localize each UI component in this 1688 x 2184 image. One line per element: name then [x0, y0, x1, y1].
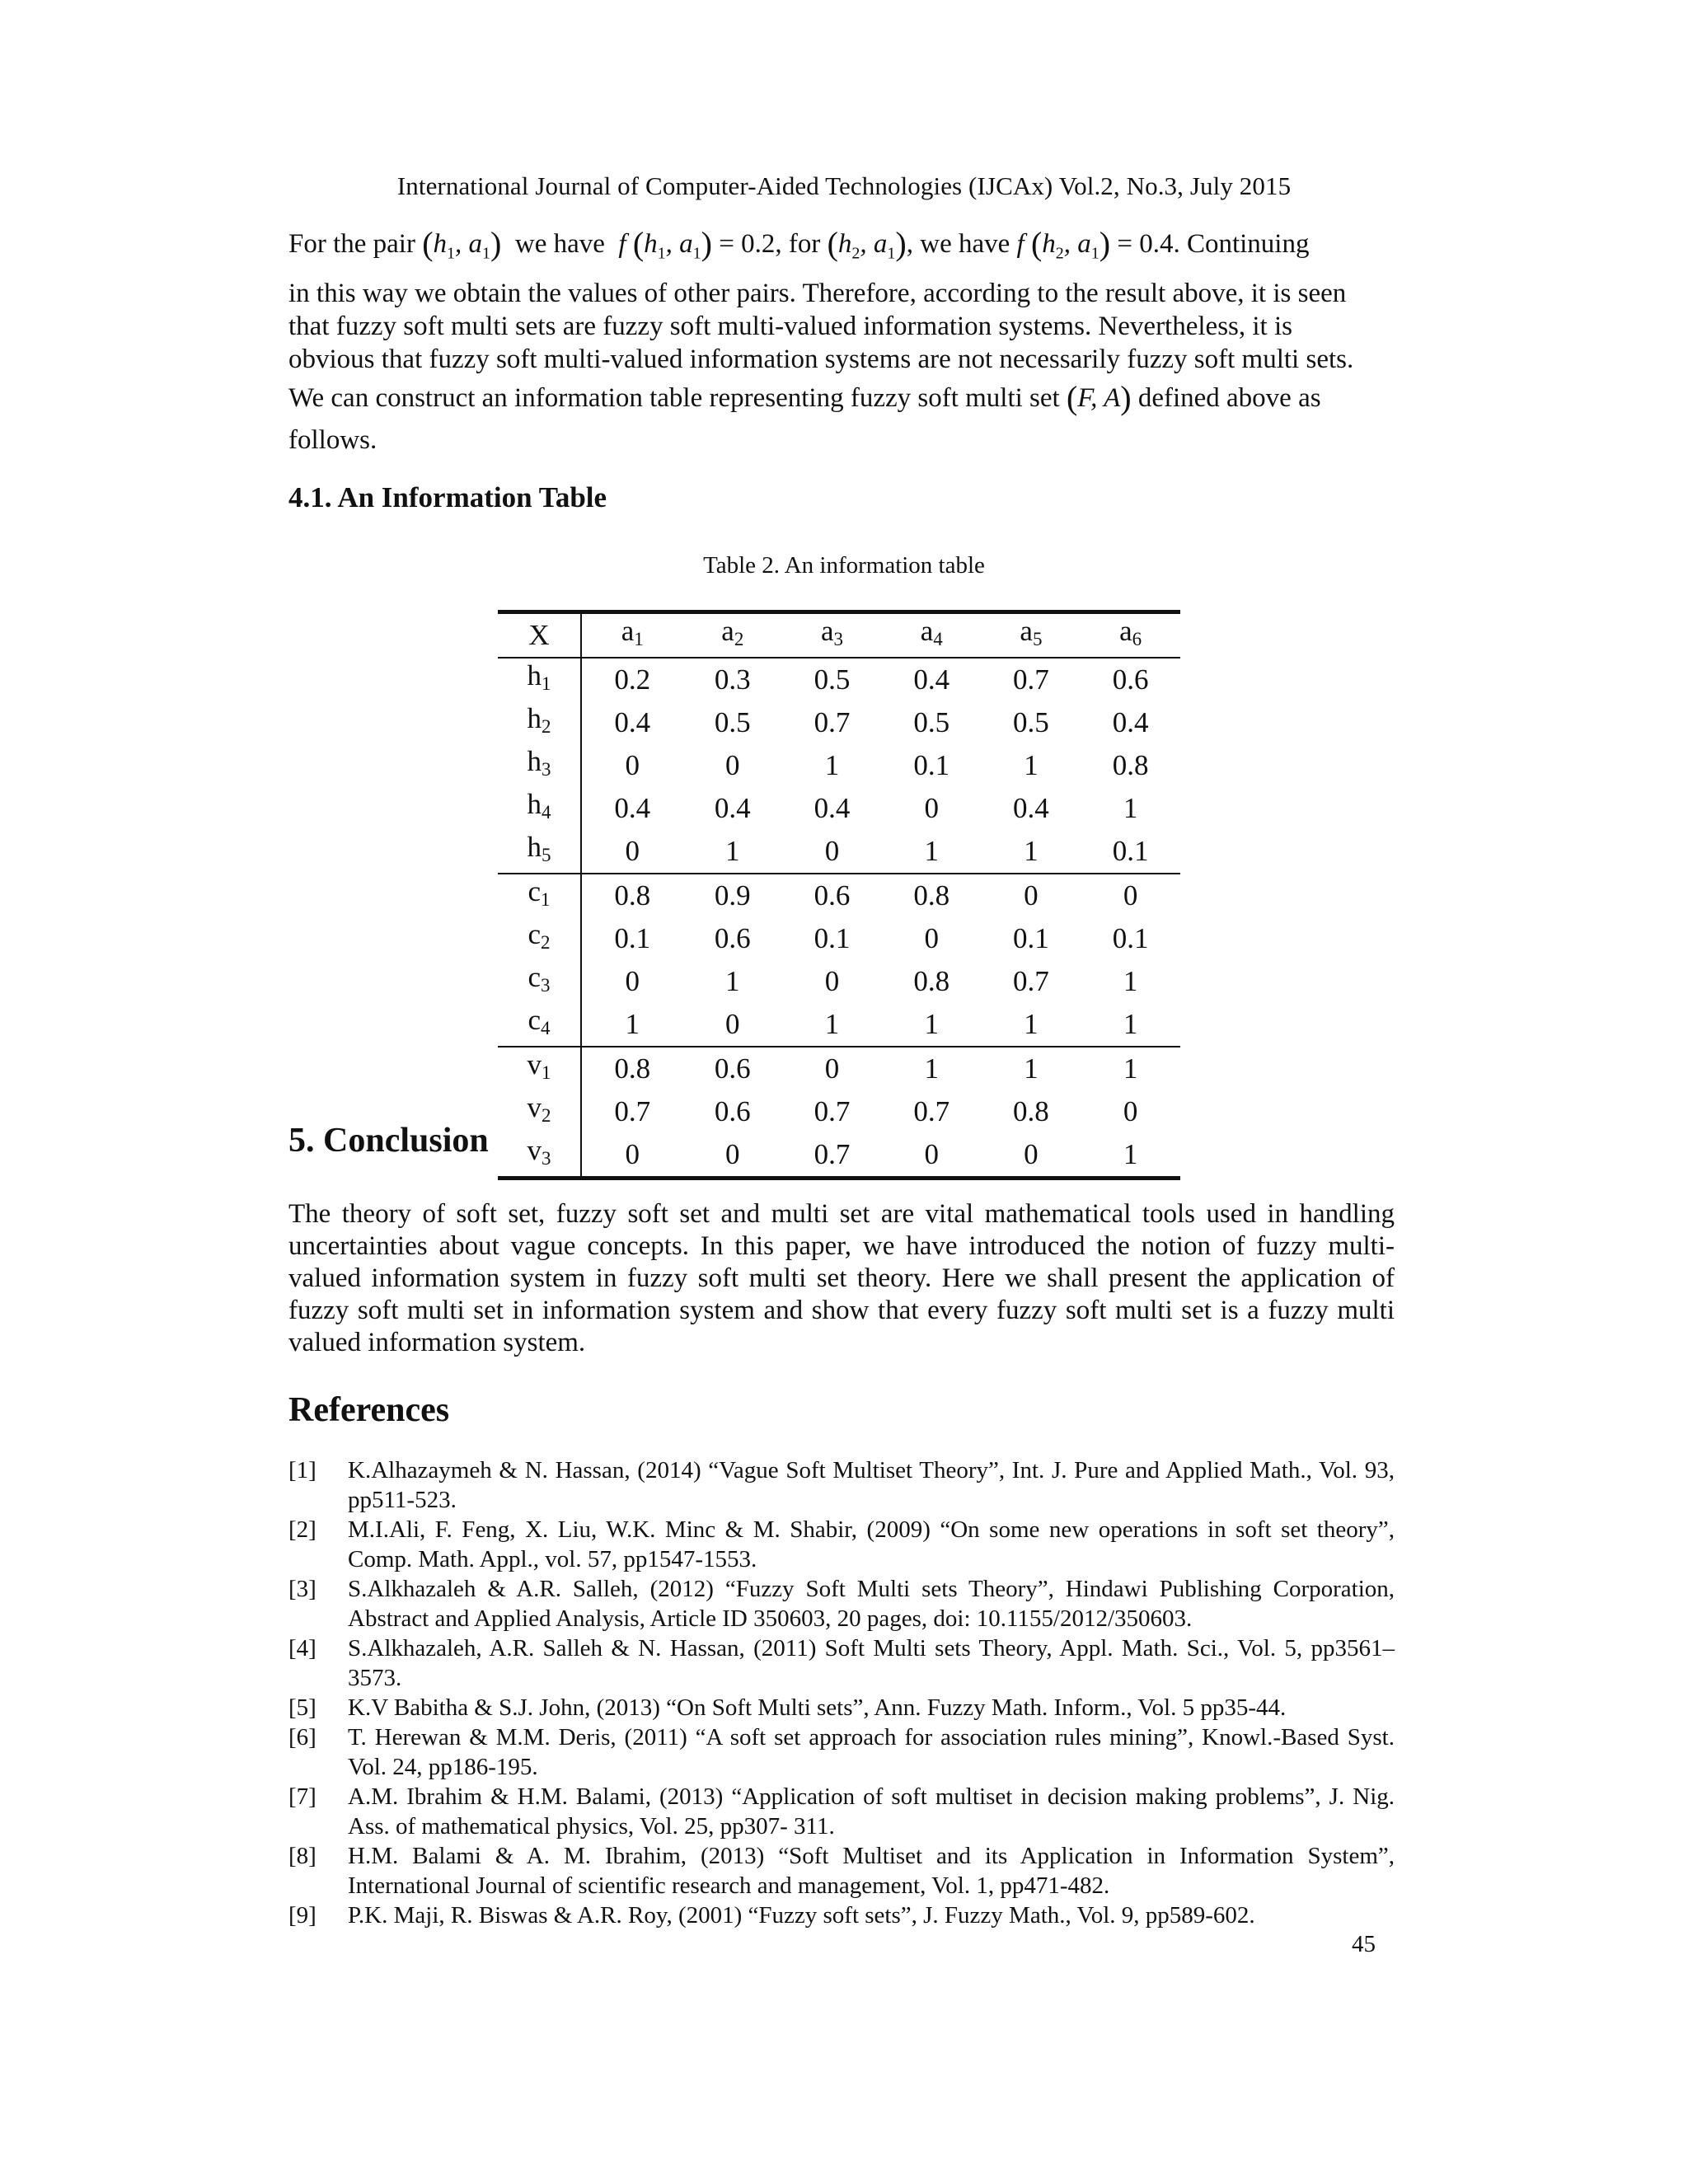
table-row: [498, 960, 1180, 1003]
table-cell: 0: [824, 965, 840, 997]
row-label: $h_2$: [498, 701, 581, 744]
table-cell: 1: [725, 965, 740, 997]
reference-number: [4]: [288, 1635, 316, 1661]
table-cell: 1: [682, 830, 782, 874]
table-cell: 0.8: [1013, 1095, 1049, 1127]
reference-item: [288, 1722, 1395, 1782]
math-fuzzy-soft-multi-set-FA: (F, A): [1066, 378, 1132, 416]
table-cell: 1: [1081, 1003, 1180, 1047]
table-row: [498, 1003, 1180, 1047]
table-cell: 0: [625, 749, 640, 781]
reference-item: [288, 1633, 1395, 1693]
table-cell: 0.5: [714, 706, 751, 738]
intro-line-2: in this way we obtain the values of other pairs. Therefore, according to the result above, it is seen: [288, 278, 1347, 308]
intro-line-6: follows.: [288, 424, 377, 455]
table-row: [498, 744, 1180, 787]
table-row: [498, 917, 1180, 960]
table-cell: 0.6: [714, 1052, 751, 1085]
table-cell: 0.4: [714, 792, 751, 824]
table-cell: 0: [982, 1133, 1081, 1179]
table-cell: 0.7: [1013, 965, 1049, 997]
table-cell: 0.4: [1112, 706, 1149, 738]
table-row: [498, 830, 1180, 874]
table-row: [498, 787, 1180, 830]
table-cell: 0.5: [814, 663, 851, 696]
reference-text: S.Alkhazaleh, A.R. Salleh & N. Hassan, (2011) Soft Multi sets Theory, Appl. Math. Sci., Vol. 5, pp3561– 3573.: [348, 1635, 1395, 1691]
table-cell: 0.8: [614, 1052, 651, 1085]
table-cell: 0: [782, 830, 882, 874]
column-header: $a_3$: [782, 612, 882, 658]
table-cell: 1: [1024, 749, 1039, 781]
table-cell: 0.7: [1013, 663, 1049, 696]
table-cell: 0: [1123, 1095, 1138, 1127]
reference-text: M.I.Ali, F. Feng, X. Liu, W.K. Minc & M. Shabir, (2009) “On some new operations in soft set theory”, Comp. Math. Appl., vol. 57, pp1547-1553.: [348, 1516, 1395, 1572]
table-cell: 1: [982, 1003, 1081, 1047]
row-label: $c_2$: [498, 917, 581, 960]
table-cell: 0.7: [614, 1095, 651, 1127]
table-cell: 1: [1024, 1052, 1039, 1085]
table-cell: 0.4: [614, 792, 651, 824]
table-cell: 0.6: [814, 879, 851, 912]
reference-number: [7]: [288, 1783, 316, 1810]
table-cell: 0.1: [614, 922, 651, 954]
table-cell: 1: [1123, 965, 1138, 997]
row-label: $h_1$: [498, 658, 581, 701]
table-cell: 0.1: [913, 749, 950, 781]
row-label: $c_4$: [498, 1003, 581, 1047]
table-cell: 0.7: [782, 1133, 882, 1179]
table-cell: 0: [824, 1052, 840, 1085]
intro-line-4: obvious that fuzzy soft multi-valued information systems are not necessarily fuzzy soft multi sets.: [288, 344, 1354, 374]
table-cell: 0.1: [1081, 830, 1180, 874]
table-cell: 0: [1123, 879, 1138, 912]
row-label: $v_1$: [498, 1047, 581, 1090]
table-cell: 0.1: [1013, 922, 1049, 954]
table-cell: 0.5: [1013, 706, 1049, 738]
reference-number: [1]: [288, 1457, 316, 1483]
table-cell: 0.4: [614, 706, 651, 738]
table-cell: 0.4: [814, 792, 851, 824]
reference-text: K.Alhazaymeh & N. Hassan, (2014) “Vague Soft Multiset Theory”, Int. J. Pure and Applied Math., Vol. 93, pp511-523.: [348, 1457, 1395, 1513]
table-cell: 0.8: [913, 965, 950, 997]
column-header: $a_1$: [581, 612, 682, 658]
reference-item: [288, 1693, 1395, 1722]
table-cell: 1: [1123, 792, 1138, 824]
reference-text: P.K. Maji, R. Biswas & A.R. Roy, (2001) “Fuzzy soft sets”, J. Fuzzy Math., Vol. 9, pp589-602.: [348, 1902, 1255, 1929]
intro-text: For the pair: [288, 229, 415, 259]
table-row: [498, 1133, 1180, 1179]
row-label: $h_5$: [498, 830, 581, 874]
table-cell: 0: [581, 830, 682, 874]
intro-paragraph: [288, 224, 1395, 457]
table-cell: 1: [882, 830, 982, 874]
reference-number: [8]: [288, 1843, 316, 1869]
table-cell: 0: [924, 792, 939, 824]
table-row: [498, 701, 1180, 744]
table-cell: 0.9: [714, 879, 751, 912]
reference-item: [288, 1574, 1395, 1633]
table-cell: 0.6: [714, 922, 751, 954]
intro-line-5: [288, 377, 1395, 419]
intro-line-3: that fuzzy soft multi sets are fuzzy soft multi-valued information systems. Nevertheless, it is: [288, 311, 1292, 341]
intro-text: = 0.4. Continuing: [1117, 229, 1310, 259]
table-cell: 1: [581, 1003, 682, 1047]
table-row: [498, 658, 1180, 701]
table-cell: 0.7: [913, 1095, 950, 1127]
reference-item: [288, 1515, 1395, 1574]
table-cell: 1: [882, 1003, 982, 1047]
reference-number: [6]: [288, 1724, 316, 1750]
table-cell: 0: [882, 1133, 982, 1179]
table-cell: 0.2: [614, 663, 651, 696]
table-cell: 0.5: [913, 706, 950, 738]
table-row: [498, 874, 1180, 917]
row-label: $c_3$: [498, 960, 581, 1003]
table-cell: 0: [1024, 879, 1039, 912]
math-pair-h1-a1: ($h_1$, $a_1$): [422, 225, 502, 263]
column-header: $a_6$: [1081, 612, 1180, 658]
table-cell: 0.3: [714, 663, 751, 696]
table-cell: 0: [725, 749, 740, 781]
row-label: $c_1$: [498, 874, 581, 917]
table-cell: 1: [924, 1052, 939, 1085]
intro-text: = 0.2, for: [719, 229, 821, 259]
table-cell: 0.6: [1112, 663, 1149, 696]
table-caption: Table 2. An information table: [703, 552, 985, 579]
table-cell: 1: [824, 749, 840, 781]
intro-text: we have: [514, 229, 605, 259]
row-label: $h_3$: [498, 744, 581, 787]
math-f-h2-a1: f ($h_2$, $a_1$): [1016, 225, 1111, 263]
table-body: [498, 658, 1180, 1179]
table-cell: 0.1: [1112, 922, 1149, 954]
reference-text: K.V Babitha & S.J. John, (2013) “On Soft Multi sets”, Ann. Fuzzy Math. Inform., Vol. 5 pp35-44.: [348, 1694, 1287, 1721]
intro-line-1: [288, 224, 1395, 274]
reference-text: S.Alkhazaleh & A.R. Salleh, (2012) “Fuzzy Soft Multi sets Theory”, Hindawi Publishing Corporation, Abstract and Applied Analysis, Article ID 350603, 20 pages, doi: 10.1155/2012/350603.: [348, 1576, 1395, 1632]
table-cell: 0.4: [913, 663, 950, 696]
table-cell: 0.8: [913, 879, 950, 912]
row-label: $v_3$: [498, 1133, 581, 1179]
intro-text: , we have: [906, 229, 1010, 259]
reference-number: [2]: [288, 1516, 316, 1543]
row-label: $v_2$: [498, 1090, 581, 1133]
table-cell: 1: [1081, 1133, 1180, 1179]
reference-text: A.M. Ibrahim & H.M. Balami, (2013) “Application of soft multiset in decision making problems”, J. Nig. Ass. of mathematical physics, Vol. 25, pp307- 311.: [348, 1783, 1395, 1840]
math-f-h1-a1: f ($h_1$, $a_1$): [618, 225, 712, 263]
table-header-row: [498, 612, 1180, 658]
table-cell: 0.7: [814, 706, 851, 738]
reference-item: [288, 1900, 1395, 1930]
column-header: $a_2$: [682, 612, 782, 658]
table-cell: 0: [682, 1133, 782, 1179]
table-cell: 1: [982, 830, 1081, 874]
table-cell: 0.8: [614, 879, 651, 912]
page-number: 45: [1352, 1931, 1376, 1957]
reference-number: [9]: [288, 1902, 316, 1929]
section-heading-4-1: 4.1. An Information Table: [288, 481, 607, 513]
table-cell: 0.7: [814, 1095, 851, 1127]
table-cell: 1: [1123, 1052, 1138, 1085]
reference-item: [288, 1455, 1395, 1515]
table-cell: 0: [581, 1133, 682, 1179]
intro-text: We can construct an information table representing fuzzy soft multi set: [288, 382, 1060, 413]
table-cell: 0: [625, 965, 640, 997]
table-row: [498, 1047, 1180, 1090]
running-head: International Journal of Computer-Aided Technologies (IJCAx) Vol.2, No.3, July 2015: [396, 171, 1292, 200]
conclusion-paragraph: The theory of soft set, fuzzy soft set and multi set are vital mathematical tools used in handling uncertainties about vague concepts. In this paper, we have introduced the notion of fuzzy multi-valued information system in fuzzy soft multi set theory. Here we shall present the application of fuzzy soft multi set in information system and show that every fuzzy soft multi set is a fuzzy multi valued information system.: [288, 1199, 1395, 1357]
reference-text: H.M. Balami & A. M. Ibrahim, (2013) “Soft Multiset and its Application in Information System”, International Journal of scientific research and management, Vol. 1, pp471-482.: [348, 1843, 1395, 1899]
table-corner-cell: X: [498, 612, 581, 658]
table-cell: 0: [682, 1003, 782, 1047]
column-header: $a_5$: [982, 612, 1081, 658]
references-list: [288, 1455, 1395, 1930]
table-row: [498, 1090, 1180, 1133]
section-heading-conclusion: 5. Conclusion: [288, 1122, 489, 1160]
table-cell: 1: [782, 1003, 882, 1047]
reference-number: [5]: [288, 1694, 316, 1721]
column-header: $a_4$: [882, 612, 982, 658]
reference-item: [288, 1782, 1395, 1841]
row-label: $h_4$: [498, 787, 581, 830]
table-cell: 0.4: [1013, 792, 1049, 824]
reference-number: [3]: [288, 1576, 316, 1602]
information-table: [498, 610, 1180, 1180]
references-heading: References: [288, 1391, 450, 1429]
table-cell: 0.8: [1112, 749, 1149, 781]
table-cell: 0: [924, 922, 939, 954]
table-cell: 0.6: [714, 1095, 751, 1127]
reference-item: [288, 1841, 1395, 1900]
reference-text: T. Herewan & M.M. Deris, (2011) “A soft set approach for association rules mining”, Knowl.-Based Syst. Vol. 24, pp186-195.: [348, 1724, 1395, 1780]
math-pair-h2-a1: ($h_2$, $a_1$): [827, 225, 907, 263]
intro-text: defined above as: [1137, 382, 1321, 413]
table-cell: 0.1: [814, 922, 851, 954]
